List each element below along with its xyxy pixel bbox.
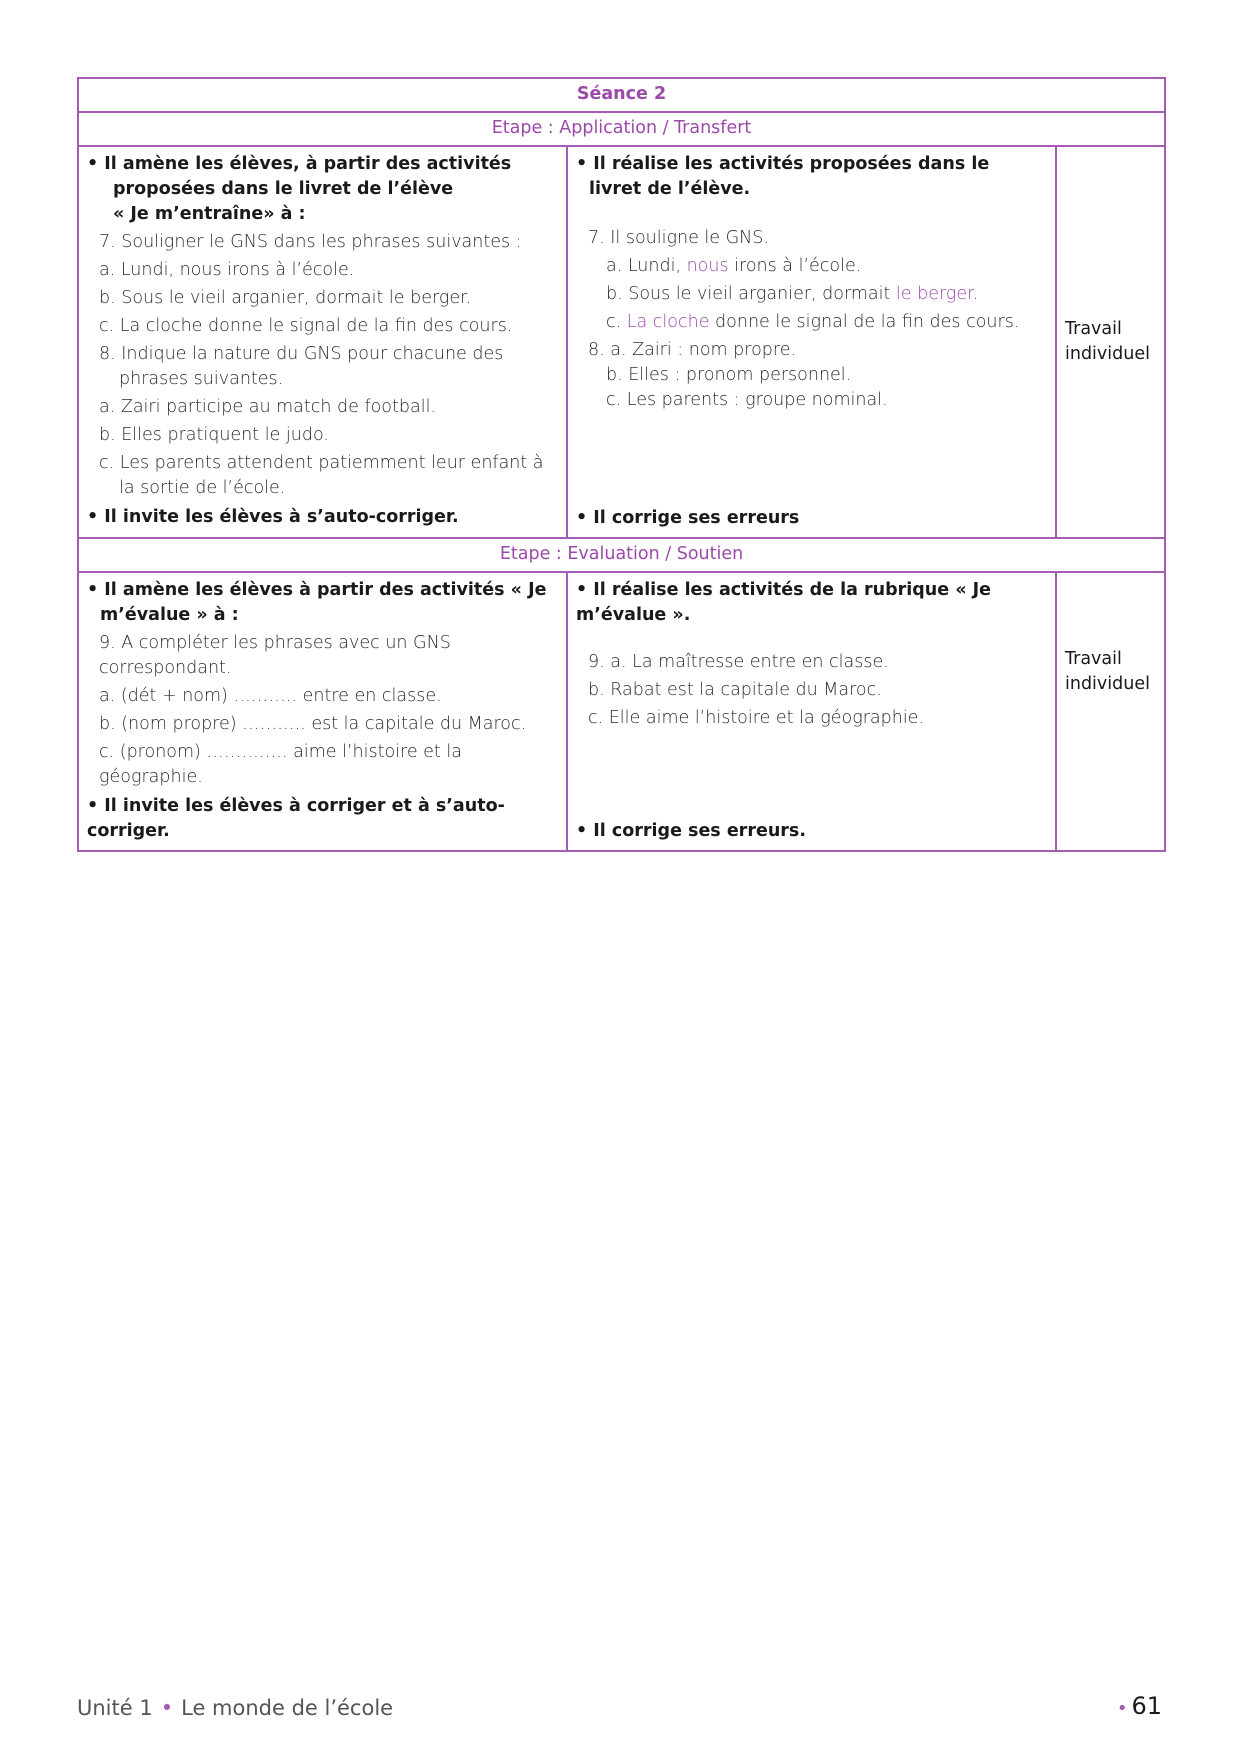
answer-item: c. Les parents : groupe nominal. — [606, 390, 888, 410]
answer-item: 8. a. Zairi : nom propre. — [588, 340, 797, 360]
teacher-intro-1 — [87, 152, 558, 227]
etape-evaluation-header: Etape : Evaluation / Soutien — [78, 538, 1165, 572]
unit-title: Le monde de l’école — [181, 1696, 394, 1720]
exercise-item: b. Sous le vieil arganier, dormait le berger. — [99, 288, 472, 308]
page-footer — [77, 1696, 393, 1720]
work-mode-text: individuel — [1065, 343, 1150, 364]
work-mode-2 — [1056, 572, 1165, 851]
answer-item — [576, 282, 1047, 307]
answer-text: b. Sous le vieil arganier, dormait — [606, 284, 896, 304]
student-intro-1: • Il réalise les activités proposées dans le livret de l’élève. — [576, 154, 990, 199]
highlighted-gns: le berger — [895, 284, 973, 304]
answer-item — [576, 254, 1047, 279]
student-correct-errors: • Il corrige ses erreurs. — [576, 821, 806, 841]
exercise-item: c. La cloche donne le signal de la fin des cours. — [99, 316, 513, 336]
exercise-item: c. (pronom) ………….. aime l’histoire et la géographie. — [99, 742, 462, 787]
teacher-activities-2 — [78, 572, 567, 851]
answer-item: b. Elles : pronom personnel. — [606, 365, 852, 385]
answer-text: c. — [606, 312, 627, 332]
exercise-item: 9. A compléter les phrases avec un GNS correspondant. — [99, 633, 451, 678]
work-mode-text: individuel — [1065, 674, 1150, 694]
exercise-item: a. Zairi participe au match de football. — [99, 397, 436, 417]
seance-title: Séance 2 — [78, 78, 1165, 112]
teacher-activities-1 — [78, 146, 567, 538]
exercise-item: b. Elles pratiquent le judo. — [99, 425, 329, 445]
lesson-table — [77, 77, 1166, 852]
highlighted-gns: nous — [686, 256, 729, 276]
work-mode-1 — [1056, 146, 1165, 538]
answer-text: donne le signal de la fin des cours. — [709, 312, 1020, 332]
work-mode-text: Travail — [1065, 318, 1122, 339]
teacher-self-correct: • Il invite les élèves à s’auto-corriger. — [87, 507, 459, 527]
exercise-item: c. Les parents attendent patiemment leur enfant à la sortie de l’école. — [99, 453, 544, 498]
exercise-item: a. (dét + nom) ……….. entre en classe. — [99, 686, 442, 706]
teacher-intro-line: • Il amène les élèves, à partir des activités — [87, 154, 512, 174]
bullet-icon: • — [1116, 1698, 1128, 1719]
exercise-item: b. (nom propre) ……….. est la capitale du Maroc. — [99, 714, 527, 734]
bullet-icon: • — [160, 1696, 174, 1720]
teacher-intro-2: • Il amène les élèves à partir des activités « Je m’évalue » à : — [87, 580, 547, 625]
page-number — [1117, 1692, 1162, 1720]
teacher-self-correct: • Il invite les élèves à corriger et à s’auto-corriger. — [87, 796, 505, 841]
teacher-intro-line: « Je m’entraîne» à : — [113, 204, 306, 224]
answer-item — [576, 310, 1047, 335]
answer-text: a. Lundi, — [606, 256, 687, 276]
student-activities-1 — [567, 146, 1056, 538]
student-correct-errors: • Il corrige ses erreurs — [576, 508, 800, 528]
exercise-item: a. Lundi, nous irons à l’école. — [99, 260, 355, 280]
student-intro-2: • Il réalise les activités de la rubrique « Je m’évalue ». — [576, 580, 991, 625]
student-activities-2 — [567, 572, 1056, 851]
answer-item: b. Rabat est la capitale du Maroc. — [588, 680, 882, 700]
answer-item: c. Elle aime l’histoire et la géographie. — [588, 708, 925, 728]
exercise-item: 7. Souligner le GNS dans les phrases suivantes : — [99, 232, 522, 252]
answer-item: 9. a. La maîtresse entre en classe. — [588, 652, 889, 672]
page-number-value: 61 — [1131, 1692, 1162, 1720]
etape-application-header: Etape : Application / Transfert — [78, 112, 1165, 146]
answer-text: . — [972, 284, 979, 304]
work-mode-text: Travail — [1065, 649, 1122, 669]
unit-label: Unité 1 — [77, 1696, 153, 1720]
teacher-intro-line: proposées dans le livret de l’élève — [113, 179, 454, 199]
answer-item: 7. Il souligne le GNS. — [588, 228, 769, 248]
highlighted-gns: La cloche — [626, 312, 710, 332]
answer-text: irons à l’école. — [728, 256, 862, 276]
exercise-item: 8. Indique la nature du GNS pour chacune des phrases suivantes. — [99, 344, 504, 389]
